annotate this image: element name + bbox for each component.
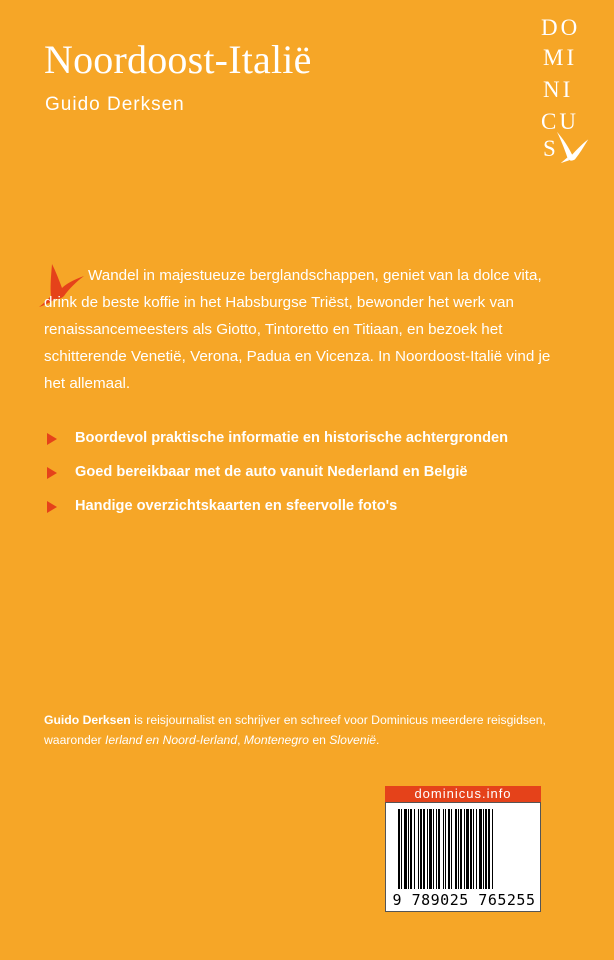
website-url: dominicus.info (385, 786, 541, 802)
triangle-bullet-icon (47, 467, 57, 479)
barcode-bar (429, 809, 432, 889)
triangle-bullet-icon (47, 501, 57, 513)
bio-separator: , (237, 733, 244, 747)
barcode-bars (398, 809, 530, 889)
logo-letters: CU (541, 109, 579, 134)
barcode-bar (492, 809, 493, 889)
feature-text: Boordevol praktische informatie en historische achtergronden (75, 430, 509, 446)
barcode-bar (436, 809, 437, 889)
bird-icon (555, 128, 593, 166)
author-bio (44, 710, 564, 750)
barcode-bar (473, 809, 474, 889)
barcode-bar (455, 809, 457, 889)
barcode-bar (427, 809, 428, 889)
feature-list (44, 428, 584, 530)
feature-text: Handige overzichtskaarten en sfeervolle foto's (75, 498, 398, 514)
barcode-bar (479, 809, 482, 889)
bio-book-title: Ierland en Noord-Ierland (104, 733, 238, 747)
barcode-bar (466, 809, 469, 889)
barcode-bar (448, 809, 450, 889)
barcode-bar (443, 809, 444, 889)
book-title: Noordoost-Italië (44, 37, 312, 82)
isbn-number: 9 789025 765255 (392, 891, 536, 909)
book-author: Guido Derksen (45, 94, 185, 115)
barcode-bar (458, 809, 459, 889)
intro-paragraph (44, 262, 568, 397)
barcode-bar (398, 809, 400, 889)
bio-end: . (376, 733, 380, 747)
bio-text: is reisjournalist en schrijver en schreef voor Dominicus meerdere reisgidsen, waaronder (44, 713, 546, 747)
barcode-bar (438, 809, 440, 889)
barcode-bar (401, 809, 402, 889)
barcode-bar (488, 809, 490, 889)
barcode-bar (414, 809, 415, 889)
barcode-bar (420, 809, 422, 889)
bio-separator: en (308, 733, 330, 747)
barcode-bar (418, 809, 419, 889)
barcode-bar (410, 809, 412, 889)
barcode-bar (485, 809, 487, 889)
list-item (44, 462, 584, 496)
intro-text: Wandel in majestueuze berglandschappen, geniet van la dolce vita, drink de beste koffie in het Habsburgse Triëst, bewonder het werk van renaissancemeesters als Giotto, Tintoretto en Titiaan, en bezoek het schitterende Venetië, Verona, Padua en Vicenza. In Noordoost-Italië vind je het allemaal. (44, 267, 551, 392)
barcode-bar (404, 809, 407, 889)
barcode-bar (445, 809, 446, 889)
barcode-bar (433, 809, 434, 889)
barcode-bar (464, 809, 465, 889)
barcode (385, 802, 541, 912)
logo-letters: NI (543, 77, 574, 102)
publisher-logo (537, 16, 599, 160)
bio-book-title: Slovenië (329, 733, 377, 747)
triangle-bullet-icon (47, 433, 57, 445)
barcode-bar (423, 809, 425, 889)
logo-letters: DO (541, 15, 581, 40)
barcode-bar (460, 809, 462, 889)
list-item (44, 428, 584, 462)
list-item (44, 496, 584, 530)
barcode-bar (470, 809, 472, 889)
logo-letters: MI (543, 45, 578, 70)
bio-author-name: Guido Derksen (44, 713, 131, 727)
barcode-bar (483, 809, 484, 889)
logo-letters: S (543, 136, 559, 161)
bio-book-title: Montenegro (243, 733, 309, 747)
barcode-bar (476, 809, 477, 889)
barcode-bar (451, 809, 452, 889)
feature-text: Goed bereikbaar met de auto vanuit Nederland en België (75, 464, 468, 480)
barcode-bar (408, 809, 409, 889)
